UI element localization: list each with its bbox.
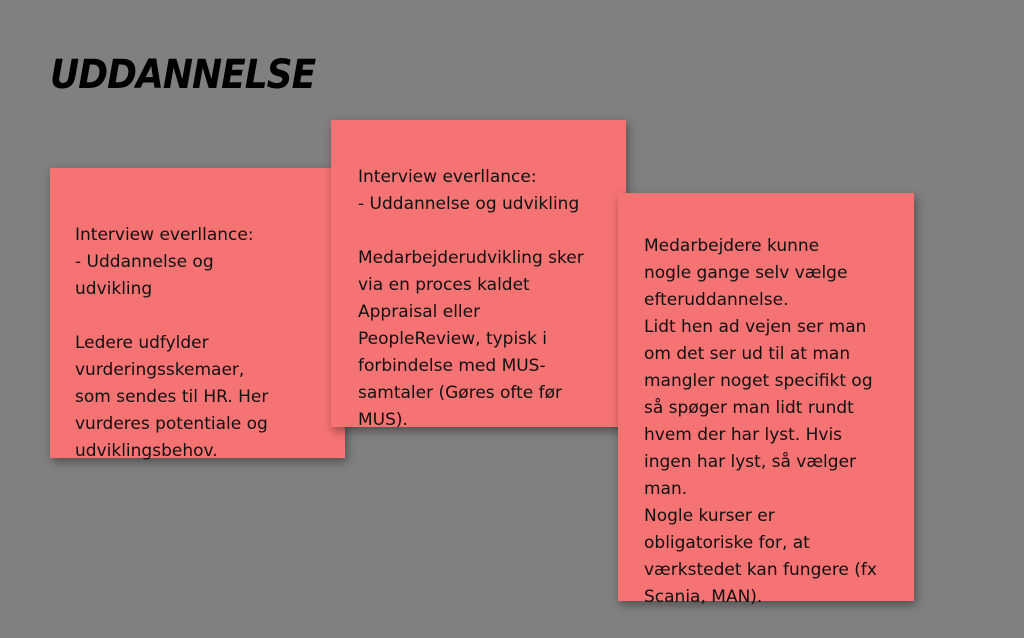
sticky-note-text: Interview everllance: - Uddannelse og udvikling Medarbejderudvikling sker via en proces kaldet Appraisal eller PeopleReview, typisk i forbindelse med MUS- samtaler (Gøres ofte før MUS). [358, 167, 584, 430]
sticky-note-text: Interview everllance: - Uddannelse og udvikling Ledere udfylder vurderingsskemaer, som sendes til HR. Her vurderes potentiale og udviklingsbehov. [75, 225, 269, 461]
sticky-note-text: Medarbejdere kunne nogle gange selv vælge efteruddannelse. Lidt hen ad vejen ser man om det ser ud til at man mangler noget specifikt og så spøger man lidt rundt hvem der har lyst. Hvis ingen har lyst, så vælger man. Nogle kurser er obligatoriske for, at værkstedet kan fungere (fx Scania, MAN). [644, 236, 877, 607]
sticky-note-interview-leaders[interactable] [50, 168, 345, 461]
sticky-note-further-education[interactable] [618, 193, 914, 607]
sticky-note-interview-appraisal[interactable] [331, 120, 626, 430]
board-title: UDDANNELSE [50, 52, 316, 98]
